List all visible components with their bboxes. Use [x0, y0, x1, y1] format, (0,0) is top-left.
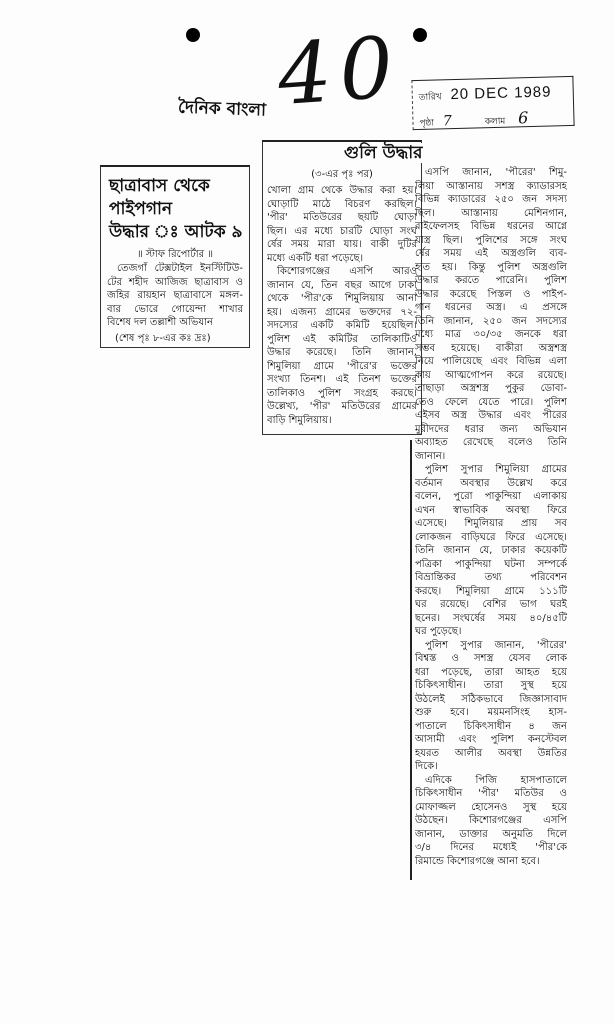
text-line: অব্যাহত রেখেছে বলেও তিনি [415, 437, 567, 448]
text-line: এইসব অস্ত্র উদ্ধার এবং পীরের [415, 410, 567, 421]
left-headline-line: পাইপগান [109, 199, 173, 219]
text-line: মুরীদদের ধরার জন্য অভিযান [415, 423, 567, 435]
stamp-date: 20 DEC 1989 [450, 83, 552, 104]
text-line: পুলিশ এই কমিটির তালিকাটিও [267, 333, 417, 345]
page-label: পৃষ্ঠা [419, 118, 435, 129]
main-headline: গুলি উদ্ধার [340, 143, 427, 163]
right-column-body [415, 166, 567, 868]
page-number: 7 [442, 113, 453, 130]
text-line: বিশেষ দল তল্লাশী অভিযান [107, 317, 214, 328]
text-line: সদস্যের একটি কমিটি হয়েছিল। [267, 320, 417, 331]
text-line: আসামী এবং পুলিশ কনস্টেবল [415, 734, 567, 745]
middle-column-body [267, 184, 417, 427]
text-line: ঘোড়াটি মাঠে বিচরণ করছিল। [267, 198, 417, 210]
text-line: ছিল। আস্তানায় মেশিনগান, [415, 207, 567, 219]
text-line: বিভিন্ন ক্যাডারের ২৫০ জন সদস্য [415, 194, 567, 205]
text-line: কিশোরগঞ্জের এসপি আরও [277, 266, 417, 277]
text-line: এদিকে পিজি হাসপাতালে [425, 774, 567, 786]
text-line: লিয়া আস্তানায় সশস্ত্র ক্যাডারসহ [415, 180, 567, 192]
text-line: সংখ্যা তিনশ। এই তিনশ ভক্তের [267, 374, 417, 385]
text-line: তেও ফেলে যেতে পারে। পুলিশ [415, 396, 567, 408]
text-line: বিভ্রান্তিকর তথ্য পরিবেশন [415, 572, 567, 583]
handwritten-number: 40 [274, 17, 405, 125]
text-line: মধ্যে একটি ধরা পড়েছে। [267, 252, 364, 264]
text-line: হৃত হয়। কিন্তু পুলিশ অস্ত্রগুলি [415, 261, 567, 273]
continued-from: (৩-এর পৃঃ পর) [311, 169, 373, 180]
left-headline-line: ছাত্রাবাস থেকে [109, 176, 210, 196]
text-line: নিয়ে পালিয়েছে এবং বিভিন্ন এলা [415, 356, 567, 367]
text-line: উঠলেই সঠিকভাবে জিজ্ঞাসাবাদ [415, 693, 567, 705]
text-line: রাইফেলসহ বিভিন্ন ধরনের আগ্নে [415, 221, 567, 232]
text-line: খোলা গ্রাম থেকে উদ্ধার করা হয়। [267, 185, 417, 196]
text-line: জানান যে, তিন বছর আগে ঢাকা [267, 279, 417, 291]
text-line: বলেন, পুরো পাকুন্দিয়া এলাকায় [415, 491, 567, 502]
text-line: এসেছে। শিমুলিয়ার প্রায় সব [415, 518, 567, 529]
text-line: উদ্ধার করেছে। তিনি জানান, [267, 347, 417, 358]
continuation-note: (শেষ পৃঃ ৮-এর কঃ দ্রঃ) [115, 333, 211, 344]
text-line: ছিল। এর মধ্যে চারটি ঘোড়া সংঘ [267, 225, 417, 237]
punch-hole-left [186, 28, 200, 42]
text-line: জানান। [415, 450, 446, 462]
text-line: টের শহীদ আজিজ ছাত্রাবাস ও [107, 276, 243, 288]
text-line: হয়। এজন্য গ্রামের ভক্তদের ৭২- [267, 306, 417, 318]
text-line: বাড়ি শিমুলিয়ায়। [267, 414, 332, 426]
text-line: তিনি জানান, ২৫০ জন সদস্যের [415, 315, 567, 327]
text-line: বার ভোরে গোয়েন্দা শাখার [107, 303, 243, 315]
text-line: দিকে। [415, 761, 438, 772]
text-line: তাছাড়া অস্ত্রশস্ত্র পুকুর ডোবা- [415, 383, 567, 394]
date-stamp [411, 76, 574, 130]
text-line: ঘর পুড়েছে। [415, 626, 462, 637]
text-line: করছে। শিমুলিয়া গ্রামে ১১১টি [415, 585, 567, 597]
text-line: তালিকাও পুলিশ সংগ্রহ করছে। [267, 387, 417, 399]
left-headline-line: উদ্ধার ঃ আটক ৯ [109, 222, 243, 242]
text-line: য়াস্ত্র ছিল। পুলিশের সঙ্গে সংঘ [415, 234, 567, 246]
punch-hole-right [413, 28, 427, 42]
text-line: র্ষের সময় এই অস্ত্রগুলি ব্যব- [415, 248, 567, 259]
text-line: উদ্ধার করতে পারেনি। পুলিশ [415, 275, 567, 286]
text-line: হযরত আলীর অবস্থা উন্নতির [415, 747, 567, 759]
text-line: জানান, ডাক্তার অনুমতি দিলে [415, 828, 567, 840]
newspaper-name: দৈনিক বাংলা [177, 97, 267, 121]
text-line: পুলিশ সুপার শিমুলিয়া গ্রামের [425, 464, 567, 475]
text-line: মোফাজ্জল হোসেনও সুস্থ হয়ে [415, 801, 567, 813]
text-line: উঠছেন। কিশোরগঞ্জের এসপি [415, 815, 567, 826]
text-line: এসপি জানান, 'পীরের' শিমু- [425, 167, 567, 178]
text-line: চিকিৎসাধীন। তারা সুস্থ হয়ে [415, 680, 567, 691]
text-line: বিশ্বস্ত ও সশস্ত্র যেসব লোক [415, 653, 567, 664]
text-line: শিমুলিয়া গ্রামে 'পীরে'র ভক্তের [267, 360, 417, 372]
text-line: ঘর রয়েছে। বেশির ভাগ ঘরই [415, 599, 567, 610]
text-line: তিনি জানান যে, ঢাকার কয়েকটি [415, 545, 567, 556]
text-line: ছনের। সংঘর্ষের সময় ৪০/৪৫টি [415, 612, 567, 624]
text-line: রিমান্ডে কিশোরগঞ্জে আনা হবে। [415, 855, 540, 867]
text-line: থেকে 'পীর'কে শিমুলিয়ায় আনা [267, 293, 417, 304]
date-label: তারিখ [418, 92, 442, 103]
text-line: মধ্যে মাত্র ৩০/৩৫ জনকে ধরা [415, 329, 567, 340]
text-line: র্ষের সময় মারা যায়। বাকী দুটির [267, 239, 417, 250]
text-line: এখন স্বাভাবিক অবস্থা ফিরে [415, 504, 567, 516]
main-article-middle-column [262, 140, 422, 435]
text-line: চিকিৎসাধীন 'পীর' মতিউর ও [415, 788, 567, 799]
left-headline [109, 175, 243, 244]
text-line: পুলিশ সুপার জানান, 'পীরের' [425, 639, 567, 651]
column-label: কলাম [484, 116, 506, 128]
text-line: বর্তমান অবস্থার উল্লেখ করে [415, 477, 567, 489]
text-line: উদ্ধার করেছে পিস্তল ও পাইপ- [415, 288, 567, 300]
text-line: পাতালে চিকিৎসাধীন ৪ জন [415, 720, 567, 732]
text-line: ধরা পড়েছে, তারা আহত হয়ে [415, 666, 567, 678]
text-line: ৩/৪ দিনের মধ্যেই 'পীর'কে [415, 842, 567, 853]
text-line: পত্রিকা পাকুন্দিয়া ঘটনা সম্পর্কে [415, 558, 567, 570]
text-line: উল্লেখ্য, 'পীর' মতিউরের গ্রামের [267, 401, 417, 412]
text-line: সম্ভব হয়েছে। বাকীরা অস্ত্রশস্ত্র [415, 342, 567, 354]
text-line: কায় আত্মগোপন করে রয়েছে। [415, 369, 567, 381]
column-number: 6 [517, 108, 529, 128]
left-article-body [107, 262, 243, 330]
byline: ॥ স্টাফ রিপোর্টার ॥ [136, 249, 214, 260]
text-line: গান ধরনের অস্ত্র। এ প্রসঙ্গে [415, 302, 567, 313]
text-line: লোকজন বাড়িঘরে ফিরে এসেছে। [415, 531, 567, 543]
text-line: জহির রায়হান ছাত্রাবাসে মঙ্গল- [107, 290, 243, 301]
column-rule [410, 440, 412, 880]
text-line: শুরু হবে। ময়মনসিংহ হাস- [415, 707, 567, 718]
text-line: 'পীর' মতিউরের ছয়টি ঘোড়া [267, 212, 417, 223]
left-article [100, 165, 250, 348]
text-line: তেজগাঁ টেক্সটাইল ইনস্টিটিউ- [117, 263, 243, 274]
